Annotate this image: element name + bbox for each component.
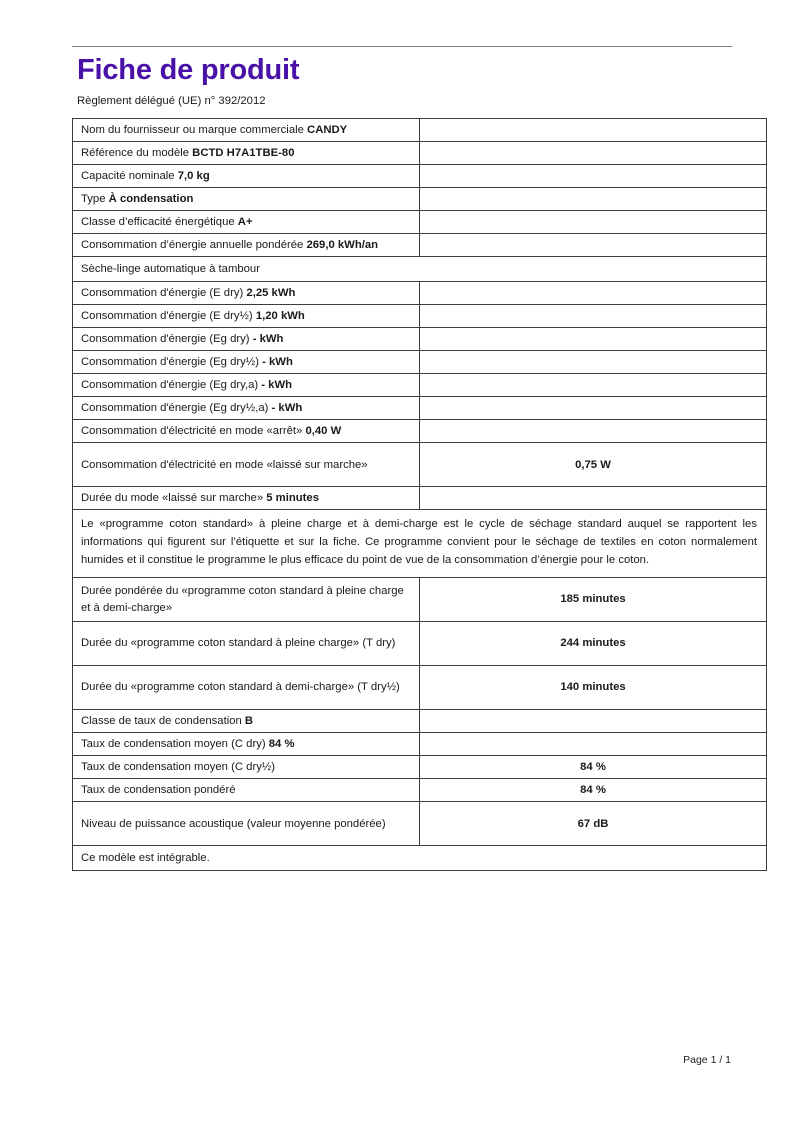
spec-row-value [420, 397, 767, 420]
spec-row-label: Durée pondérée du «programme coton standard à pleine charge et à demi-charge» [73, 578, 420, 622]
spec-row-value [420, 142, 767, 165]
page-footer: Page 1 / 1 [683, 1054, 731, 1066]
spec-row-label-value: 0,40 W [305, 425, 342, 438]
spec-row-label: Consommation d'électricité en mode «laissé sur marche» [73, 443, 420, 487]
spec-row-label: Consommation d'énergie (Eg dry½) - kWh [73, 351, 420, 374]
spec-row-label: Consommation d'électricité en mode «arrêt» 0,40 W [73, 420, 420, 443]
document-header [72, 46, 732, 109]
table-row [73, 142, 767, 165]
spec-row-label-value: 84 % [268, 738, 295, 751]
table-row [73, 282, 767, 305]
spec-row-value [420, 234, 767, 257]
table-row [73, 733, 767, 756]
spec-row-label: Durée du mode «laissé sur marche» 5 minutes [73, 487, 420, 510]
spec-row-label: Sèche-linge automatique à tambour [73, 257, 767, 282]
spec-row-value: 244 minutes [420, 622, 767, 666]
table-row [73, 188, 767, 211]
spec-row-label-value: 269,0 kWh/an [306, 239, 379, 252]
table-row [73, 420, 767, 443]
table-row [73, 779, 767, 802]
spec-row-label: Type À condensation [73, 188, 420, 211]
spec-row-label-value: 2,25 kWh [246, 287, 296, 300]
table-row [73, 234, 767, 257]
spec-row-label-value: - kWh [252, 333, 284, 346]
spec-row-label: Taux de condensation moyen (C dry½) [73, 756, 420, 779]
table-row [73, 756, 767, 779]
spec-row-label: Ce modèle est intégrable. [73, 846, 767, 871]
spec-row-label: Taux de condensation pondéré [73, 779, 420, 802]
header-divider [72, 46, 732, 47]
spec-row-value [420, 328, 767, 351]
spec-row-label-value: 5 minutes [266, 492, 319, 505]
spec-row-label: Niveau de puissance acoustique (valeur moyenne pondérée) [73, 802, 420, 846]
spec-row-value: 185 minutes [420, 578, 767, 622]
spec-row-label: Capacité nominale 7,0 kg [73, 165, 420, 188]
standard-cotton-programme-note: Le «programme coton standard» à pleine charge et à demi-charge est le cycle de séchage standard auquel se rapportent les informations qui figurent sur l’étiquette et sur la fiche. Ce programme convient pour le séchage de textiles en coton normalement humides et il constitue le programme le plus efficace du point de vue de la consommation d’énergie pour le coton. [73, 510, 767, 578]
table-row [73, 802, 767, 846]
spec-row-label-value: BCTD H7A1TBE-80 [192, 147, 295, 160]
table-row [73, 374, 767, 397]
spec-row-value: 140 minutes [420, 666, 767, 710]
table-row [73, 622, 767, 666]
table-row [73, 578, 767, 622]
spec-table-body [73, 119, 767, 871]
spec-row-label: Classe d’efficacité énergétique A+ [73, 211, 420, 234]
table-row [73, 305, 767, 328]
table-row [73, 165, 767, 188]
spec-row-label-value: CANDY [307, 124, 348, 136]
table-row [73, 257, 767, 282]
spec-row-label: Consommation d'énergie (Eg dry½,a) - kWh [73, 397, 420, 420]
spec-row-label-value: - kWh [271, 402, 303, 415]
spec-row-value: 84 % [420, 779, 767, 802]
spec-row-label: Consommation d'énergie (Eg dry,a) - kWh [73, 374, 420, 397]
spec-row-label: Nom du fournisseur ou marque commerciale CANDY [73, 119, 420, 142]
table-row [73, 119, 767, 142]
spec-row-value [420, 305, 767, 328]
table-row [73, 443, 767, 487]
spec-row-label: Consommation d'énergie (E dry½) 1,20 kWh [73, 305, 420, 328]
spec-row-value [420, 282, 767, 305]
spec-row-label-value: - kWh [261, 379, 293, 392]
spec-row-value [420, 351, 767, 374]
spec-row-label: Classe de taux de condensation B [73, 710, 420, 733]
table-row [73, 846, 767, 871]
spec-row-label: Taux de condensation moyen (C dry) 84 % [73, 733, 420, 756]
spec-row-label: Consommation d'énergie (E dry) 2,25 kWh [73, 282, 420, 305]
table-row [73, 666, 767, 710]
spec-row-value [420, 165, 767, 188]
spec-row-label-value: - kWh [262, 356, 293, 369]
spec-row-value [420, 733, 767, 756]
spec-row-value: 67 dB [420, 802, 767, 846]
spec-row-value [420, 710, 767, 733]
table-row [73, 710, 767, 733]
regulation-subtitle: Règlement délégué (UE) n° 392/2012 [77, 95, 266, 108]
spec-row-value [420, 420, 767, 443]
spec-row-value: 84 % [420, 756, 767, 779]
spec-row-value [420, 374, 767, 397]
spec-row-value: 0,75 W [420, 443, 767, 487]
spec-row-label-value: A+ [237, 216, 253, 229]
spec-row-label-value: B [244, 715, 254, 727]
product-specification-table [72, 118, 767, 871]
table-row [73, 397, 767, 420]
spec-row-label: Durée du «programme coton standard à demi-charge» (T dry½) [73, 666, 420, 710]
spec-row-label: Durée du «programme coton standard à pleine charge» (T dry) [73, 622, 420, 666]
table-row [73, 487, 767, 510]
spec-row-value [420, 211, 767, 234]
table-row [73, 510, 767, 578]
spec-row-label-value: 1,20 kWh [255, 310, 305, 323]
spec-row-label-value: 7,0 kg [177, 170, 210, 183]
spec-row-label: Référence du modèle BCTD H7A1TBE-80 [73, 142, 420, 165]
spec-row-value [420, 487, 767, 510]
page-title: Fiche de produit [77, 54, 300, 86]
table-row [73, 351, 767, 374]
table-row [73, 211, 767, 234]
spec-row-label: Consommation d’énergie annuelle pondérée 269,0 kWh/an [73, 234, 420, 257]
spec-row-value [420, 119, 767, 142]
spec-row-label-value: À condensation [108, 193, 194, 206]
spec-row-value [420, 188, 767, 211]
spec-row-label: Consommation d'énergie (Eg dry) - kWh [73, 328, 420, 351]
table-row [73, 328, 767, 351]
